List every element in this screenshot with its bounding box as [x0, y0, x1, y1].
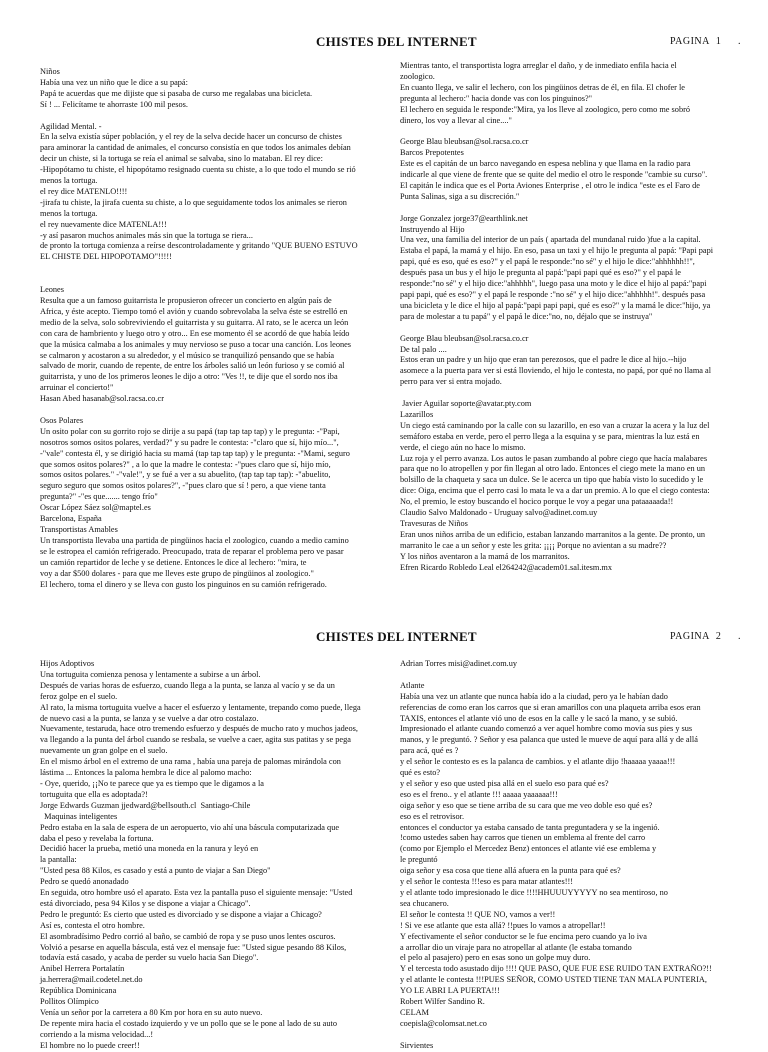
page-label [670, 631, 721, 642]
text-line: No, el premio, le estoy buscando el hocico porque le voy a pegar una pataaaaada!! [400, 497, 674, 507]
text-line: El señor le contesta !! QUE NO, vamos a ver!! [400, 909, 556, 919]
text-line: Después de varias horas de esfuerzo, cuando llega a la punta, se lanza al vacío y se da un [40, 680, 335, 690]
text-line: Punta Salinas, siga a su discreción." [400, 191, 520, 201]
text-line: somos ositos polares." -"vale!", y se fué a ver a su abuelito, (tap tap tap tap): -"abuelito, [40, 470, 331, 480]
text-line: ! Si ve ese atlante que esta allá? !!pues lo vamos a atropellar!! [400, 920, 606, 930]
text-line: Travesuras de Niños [400, 519, 468, 528]
text-paragraph [40, 122, 392, 264]
text-line: Efren Ricardo Robledo Leal el264242@academ01.sal.itesm.mx [400, 562, 613, 572]
text-line: decir un chiste, si la tortuga se reía el animal se salvaba, sino lo mataban. El rey dice: [40, 154, 323, 164]
text-line: seguro seguro que somos ositos polares?", -"pues claro que sí ! pero, a que viene tanta [40, 481, 326, 491]
text-line: y el señor y eso que usted pisa allá en el suelo eso para qué es? [400, 778, 609, 788]
text-line: Maquinas inteligentes [40, 811, 118, 821]
text-line: y el atlante todo impresionado le dice !!!!HHUUUYYYYY no sea mentiroso, no [400, 888, 668, 898]
text-line: Barcos Prepotentes [400, 148, 464, 158]
text-line: para que no lo atropellen y por fin llegan al otro lado. Entonces el ciego mete la mano en un [400, 464, 706, 474]
text-line: zoologico. [400, 71, 435, 81]
text-line: salvado de morir, cuando de repente, de entre los árboles salió un león furioso y se comió al [40, 361, 345, 371]
text-line: CELAM [400, 1007, 430, 1017]
text-line: dice: Oiga, encima que el perro casi lo mata le va a dar un premio. A lo que el ciego contesta: [400, 486, 710, 496]
text-line: a arrollar dio un viraje para no atropellar al atlante (le estaba tomando [400, 942, 632, 952]
text-paragraph [400, 681, 752, 1030]
text-line: qué es esto? [400, 768, 441, 778]
text-line: feroz golpe en el suelo. [40, 691, 118, 701]
text-line: el rey nuevamente dice MATENLA!!! [40, 219, 167, 229]
page-label [670, 36, 721, 47]
text-line: Y el tercesta todo asustado dijo !!!! QUE PASO, QUE FUE ESE RUIDO TAN EXTRAÑO?!! [400, 964, 712, 974]
text-line: se calmaron y acostaron a su alrededor, y el músico se tranquilizó pensando que se había [40, 350, 335, 360]
page-label-prefix: PAGINA [670, 36, 710, 47]
text-line: Jorge Gonzalez jorge37@earthlink.net [400, 213, 528, 223]
text-line: de pronto la tortuga comienza a reírse descontroladamente y gritando "QUE BUENO ESTUVO [40, 241, 358, 251]
text-line: Agilidad Mental. - [40, 121, 102, 131]
text-line: -Hipopótamo tu chiste, el hipopótamo resignado cuenta su chiste, a lo que todo el mundo se rió [40, 165, 356, 175]
text-line: Este es el capitán de un barco navegando en espesa neblina y que llama en la radio para [400, 159, 691, 169]
text-line: Así es, contesta el otro hombre. [40, 920, 145, 930]
text-line: eso es el freno.. y el atlante !!! aaaaa yaaaaaa!!! [400, 789, 558, 799]
left-column [40, 659, 392, 1050]
text-line: menos la tortuga. [40, 176, 98, 186]
text-line: Lazarillos [400, 409, 434, 419]
text-line [40, 274, 392, 285]
text-line: referencias de como eran los carros que si eran amarillos con una plaqueta arriba esos eran [400, 702, 701, 712]
text-line: bolsillo de la chaqueta y saca un dulce. Se le acerca un tipo que había visto lo sucedido y le [400, 475, 704, 485]
text-line: Volvió a pesarse en aquella báscula, está vez el mensaje fue: "Usted sigue pesando 88 Kilos, [40, 942, 347, 952]
text-line: el pelo al pasajero) pero en esas sono un golpe muy duro. [400, 953, 591, 963]
text-line: coepisla@colomsat.net.co [400, 1018, 487, 1028]
text-line: Estaba el papá, la mamá y el hijo. En eso, pasa un taxi y el hijo le pregunta al papá: "Papi papi [400, 246, 714, 256]
text-line: perro para ver si entra mojado. [400, 377, 502, 387]
text-line: después pasa un bus y el hijo le pregunta al papá:"papi papi qué es eso?" y el papá le [400, 268, 681, 278]
text-line: EL CHISTE DEL HIPOPOTAMO"!!!!! [40, 252, 172, 262]
text-line: George Blau bleubsan@sol.racsa.co.cr [400, 137, 529, 147]
text-paragraph [400, 137, 752, 202]
text-line: Papá te acuerdas que me dijiste que si pasaba de curso me regalabas una bicicleta. [40, 88, 313, 98]
text-paragraph [40, 659, 392, 1052]
text-line: Estos eran un padre y un hijo que eran tan perezosos, que el padre le dice al hijo.--hijo [400, 355, 687, 365]
text-line: Adrian Torres misi@adinet.com.uy [400, 659, 518, 668]
text-line: manos, y le preguntó. ? Señor y esa palanca que usted le mueve de aquí para allá y de allá [400, 735, 698, 745]
text-line: voy a dar $500 dolares - para que me lleves este grupo de pingüinos al zoologico." [40, 568, 314, 578]
text-line: Un osito polar con su gorrito rojo se dirije a su papá (tap tap tap tap) y le pregunta: -"Papi, [40, 426, 340, 436]
text-line: responde:"no sé" y el hijo dice:"ahhhhh", luego pasa una moto y le dice el hijo al papá:"papi [400, 279, 707, 289]
text-line: Hijos Adoptivos [40, 659, 95, 668]
text-line: daba el peso y revelaba la fortuna. [40, 833, 154, 843]
text-line: TAXIS, entonces el atlante vió uno de esos en la calle y le sacó la mano, y se subió. [400, 713, 678, 723]
text-line: tortuguita que ella es adoptada?! [40, 789, 148, 799]
text-line: va llegando a la punta del árbol cuando se resbala, se vuelve a caer, agita sus patitas y se pega [40, 735, 351, 745]
text-line: Luz roja y el perro avanza. Los autos le pasan zumbando al pobre ciego que hacía malabares [400, 453, 708, 463]
text-line: que la música calmaba a los animales y muy nervioso se puso a tocar una canción. Los leones [40, 339, 352, 349]
text-line: le preguntó [400, 855, 438, 865]
text-line: Barcelona, España [40, 514, 102, 524]
left-column [40, 67, 392, 597]
page-number: 1 [715, 36, 722, 47]
text-line: guitarrista, y uno de los primeros leones le dijo a otro: "Ves !!, te dije que el sordo nos iba [40, 372, 338, 382]
page-label-prefix: PAGINA [670, 631, 710, 642]
text-line: Claudio Salvo Maldonado - Uruguay salvo@adinet.com.uy [400, 508, 598, 518]
text-line: Eran unos niños arriba de un edificio, estaban lanzando marranitos a la gente. De pronto, un [400, 529, 706, 539]
text-line: sea chucanero. [400, 898, 449, 908]
text-line: y el señor le contesta !!!eso es para matar atlantes!!! [400, 877, 573, 887]
text-line: Sirvientes [400, 1040, 434, 1050]
text-line: y el señor le contesto es es la palanca de cambios. y el atlante dijo !haaaaa yaaaa!!! [400, 757, 676, 767]
text-line: Robert Wilfer Sandino R. [400, 997, 485, 1007]
text-line: semáforo estaba en verde, pero el perro llega a la esquina y se para, mientras la luz está en [400, 431, 700, 441]
text-line: Niños [40, 67, 60, 76]
text-line: YO LE ABRI LA PUERTA!!! [400, 986, 500, 996]
text-line: En la selva existía súper población, y el rey de la selva decide hacer un concurso de chistes [40, 132, 342, 142]
text-line: (como por Ejemplo el Mercedez Benz) entonces el atlante vié ese emblema y [400, 844, 657, 854]
text-line: pregunta al lechero:" hacia donde vas con los pinguinos?" [400, 93, 593, 103]
text-line: Atlante [400, 680, 425, 690]
text-line: papi, qué es eso, qué es eso?" y el papá le responde:"no sé" y el hijo le dice:"ahhhhhh!!", [400, 257, 695, 267]
text-line: dinero, los voy a llevar al cine...." [400, 115, 512, 125]
text-paragraph [40, 274, 392, 405]
text-line: el rey dice MATENLO!!!! [40, 186, 128, 196]
text-line: arruinar el concierto!" [40, 383, 114, 393]
text-line: con cara de hambriento y luego otro y otro... En ese momento él se acordó de que había leído [40, 328, 350, 338]
page-header [0, 629, 768, 649]
text-paragraph [400, 214, 752, 323]
header-title: CHISTES DEL INTERNET [316, 34, 477, 49]
text-line: El lechero en seguida le responde:"Mira, ya los lleve al zoologico, pero como me sobró [400, 104, 690, 114]
text-line: En seguida, otro hombre usó el aparato. Esta vez la pantalla puso el siguiente mensaje: "Usted [40, 888, 353, 898]
text-line: asomece a la puerta para ver si está lloviendo, el hijo le contesta, no papá, por qué no llama al [400, 366, 712, 376]
text-line: entonces el conductor ya estaba cansado de tanta preguntadera y se la ingenió. [400, 822, 660, 832]
page-number: 2 [715, 631, 722, 642]
text-line: Y los niños aventaron a la mamá de los marranitos. [400, 551, 570, 561]
text-line: Pedro se quedó anonadado [40, 877, 129, 887]
text-line: ja.herrera@mail.codetel.net.do [40, 975, 143, 985]
text-line: República Dominicana [40, 986, 117, 996]
text-line: Hasan Abed hasanab@sol.racsa.co.cr [40, 394, 164, 404]
text-line: - Oye, querido, ¡¡No te parece que ya es tiempo que le digamos a la [40, 778, 264, 788]
text-line: pregunta?" -"es que....... tengo frío" [40, 492, 158, 502]
text-line: Una tortuguita comienza penosa y lentamente a subirse a un árbol. [40, 669, 261, 679]
text-paragraph [40, 67, 392, 111]
text-line: Al rato, la misma tortuguita vuelve a hacer el esfuerzo y lentamente, trepando como puede, llega [40, 702, 361, 712]
text-line: corriendo a la misma velocidad...! [40, 1029, 154, 1039]
text-line: Pedro le preguntó: Es cierto que usted es divorciado y se dispone a viajar a Chicago? [40, 909, 322, 919]
text-line: medio de la selva, solo sobreviviendo el guitarrista y su guitarra. Al rato, se le acerca un león [40, 317, 349, 327]
text-line: nosotros somos ositos polares, verdad?" y su padre le contesta: -"claro que sí, hijo mío...", [40, 437, 339, 447]
text-line: se le estropea el camión refrigerado. Preocupado, trata de reparar el problema pero ve pasar [40, 546, 344, 556]
text-line: que somos ositos polares?" , a lo que la madre le contesta: -"pues claro que sí, hijo mío, [40, 459, 331, 469]
text-line: "Usted pesa 88 Kilos, es casado y está a punto de viajar a San Diego" [40, 866, 271, 876]
text-line: El capitán le indica que es el Porta Aviones Enterprise , el otro le indica "este es el Faro de [400, 180, 700, 190]
text-line: Pollitos Olímpico [40, 997, 99, 1007]
text-line: Había una vez un niño que le dice a su papá: [40, 77, 188, 87]
text-line: indicarle al que viene de frente que se quite del medio el otro le responde "cambie su curso". [400, 170, 708, 180]
page-header [0, 34, 768, 54]
text-line: Mientras tanto, el transportista logra arreglar el daño, y de inmediato enfila hacia el [400, 61, 677, 70]
text-line: Osos Polares [40, 415, 84, 425]
text-line: Había una vez un atlante que nunca había ido a la ciudad, pero ya le habían dado [400, 691, 668, 701]
text-line: oiga señor y esa cosa que tiene allá afuera en la punta para qué es? [400, 866, 621, 876]
text-line: Instruyendo al Hijo [400, 224, 465, 234]
text-line: -y así pasaron muchos animales más sin que la tortuga se riera... [40, 230, 253, 240]
right-column [400, 61, 752, 601]
text-line: Un ciego está caminando por la calle con su lazarillo, en eso van a cruzar la acera y la luz del [400, 420, 710, 430]
text-line: un camión repartidor de leche y se detiene. Entonces le dice al lechero: "mira, te [40, 557, 307, 567]
text-line: Un transportista llevaba una partida de pingüinos hacia el zoologico, cuando a medio camino [40, 535, 349, 545]
text-paragraph [400, 399, 752, 574]
text-line: está divorciado, pesa 94 Kilos y se dispone a viajar a Chicago". [40, 898, 251, 908]
text-line: Jorge Edwards Guzman jjedward@bellsouth.cl Santiago-Chile [40, 800, 251, 810]
text-line: marranito le cae a un señor y este les grita: ¡¡¡¡ Porque no avientan a su madre?? [400, 540, 667, 550]
text-line: Transportistas Amables [40, 525, 118, 535]
text-line: Anibel Herrera Portalatín [40, 964, 125, 974]
header-dot: . [738, 36, 741, 47]
text-line: Resulta que a un famoso guitarrista le propusieron ofrecer un concierto en algún país de [40, 296, 332, 305]
text-line: George Blau bleubsan@sol.racsa.co.cr [400, 333, 529, 343]
text-line: para de molestar a tu papá" y el papá le dice:"no, no, déjalo que se instruya" [400, 311, 653, 321]
text-line: Nuevamente, testaruda, hace otro tremendo esfuerzo y después de mucho rato y muchos jadeos, [40, 724, 358, 734]
text-line: para acá, qué es ? [400, 746, 459, 756]
text-paragraph [400, 1041, 752, 1052]
text-line: todavía está casado, y acaba de perder su vuelo hacia San Diego". [40, 953, 259, 963]
text-line: Una vez, una familia del interior de un país ( apartada del mundanal ruido )fue a la capital. [400, 235, 701, 245]
text-line: El asombradísimo Pedro corrió al baño, se cambió de ropa y se puso unos lentes oscuros. [40, 931, 336, 941]
text-paragraph [40, 416, 392, 591]
text-line: Africa, y éste acepto. Tiempo tomó el avión y cuando sobrevolaba la selva éste se estrelló en [40, 306, 348, 316]
text-line: Pedro estaba en la sala de espera de un aeropuerto, vio ahí una báscula computarizada que [40, 822, 340, 832]
header-dot: . [738, 631, 741, 642]
text-line: El hombre no lo puede creer!! [40, 1040, 140, 1050]
text-line: Impresionado el atlante cuando comenzó a ver aquel hombre como movía sus pies y sus [400, 724, 693, 734]
right-column [400, 659, 752, 1050]
text-line: menos la tortuga. [40, 208, 98, 218]
text-line: Leones [40, 285, 64, 295]
text-line: El lechero, toma el dinero y se lleva con gusto los pinguinos en su camión refrigerado. [40, 579, 327, 589]
header-title: CHISTES DEL INTERNET [316, 629, 477, 644]
text-line: de nuevo casi a la punta, se lanza y se vuelve a dar otro costalazo. [40, 713, 259, 723]
document-page-2 [0, 620, 768, 1050]
text-line: Venía un señor por la carretera a 80 Km por hora en su auto nuevo. [40, 1008, 263, 1017]
text-paragraph [400, 334, 752, 389]
text-line: lástima ... Entonces la paloma hembra le dice al palomo macho: [40, 768, 252, 778]
text-line: De repente mira hacia el costado izquierdo y ve un pollo que se le pone al lado de su auto [40, 1018, 337, 1028]
text-line: En cuanto llega, ve salir el lechero, con los pingüinos detras de él, en fila. El chofer le [400, 82, 685, 92]
text-line: papi papi, qué es eso?" y el papá le responde :"no sé" y el hijo dice:"ahhhhh!". después pasa [400, 290, 706, 299]
text-line: la pantalla: [40, 855, 77, 865]
text-line: !como ustedes saben hay carros que tienen un emblema al frente del carro [400, 833, 646, 843]
text-line: para aminorar la cantidad de animales, el concurso consistía en que todos los animales debían [40, 143, 351, 153]
text-line: -"vale" contesta él, y se dirigió hacia su mamá (tap tap tap tap) y le pregunta: -"Mami, seguro [40, 448, 350, 458]
text-line: -jirafa tu chiste, la jirafa cuenta su chiste, a lo que seguidamente todos los animales se rieron [40, 197, 347, 207]
text-line: una bicicleta y le dice el hijo al papá:"papi papi papi, qué es eso?" y la mamá le dice:"hijo, ya [400, 300, 711, 310]
text-line: nuevamente un gran golpe en el suelo. [40, 746, 168, 756]
text-paragraph [400, 659, 752, 670]
text-line: oiga señor y eso que se tiene arriba de su cara que me veo doble eso qué es? [400, 800, 653, 810]
text-line: verde, el ciego aún no hace lo mismo. [400, 442, 526, 452]
text-line: De tal palo .... [400, 344, 447, 354]
text-line: En el mismo árbol en el extremo de una rama , había una pareja de palomas mirándola con [40, 757, 341, 767]
text-line: Javier Aguilar soporte@avatar.pty.com [400, 399, 532, 409]
text-line: Oscar López Sáez sol@maptel.es [40, 503, 151, 513]
text-line: Sí ! ... Felicítame te ahorraste 100 mil pesos. [40, 99, 188, 109]
text-line: Y efectivamente el señor conductor se le fue encima pero cuando ya lo iva [400, 931, 647, 941]
text-paragraph [400, 61, 752, 126]
text-line: eso es el retrovisor. [400, 811, 465, 821]
text-line: Decidió hacer la prueba, metió una moneda en la ranura y leyó en [40, 844, 259, 854]
text-line: y el atlante le contesta !!!PUES SEÑOR, COMO USTED TIENE TAN MALA PUNTERIA, [400, 975, 707, 985]
